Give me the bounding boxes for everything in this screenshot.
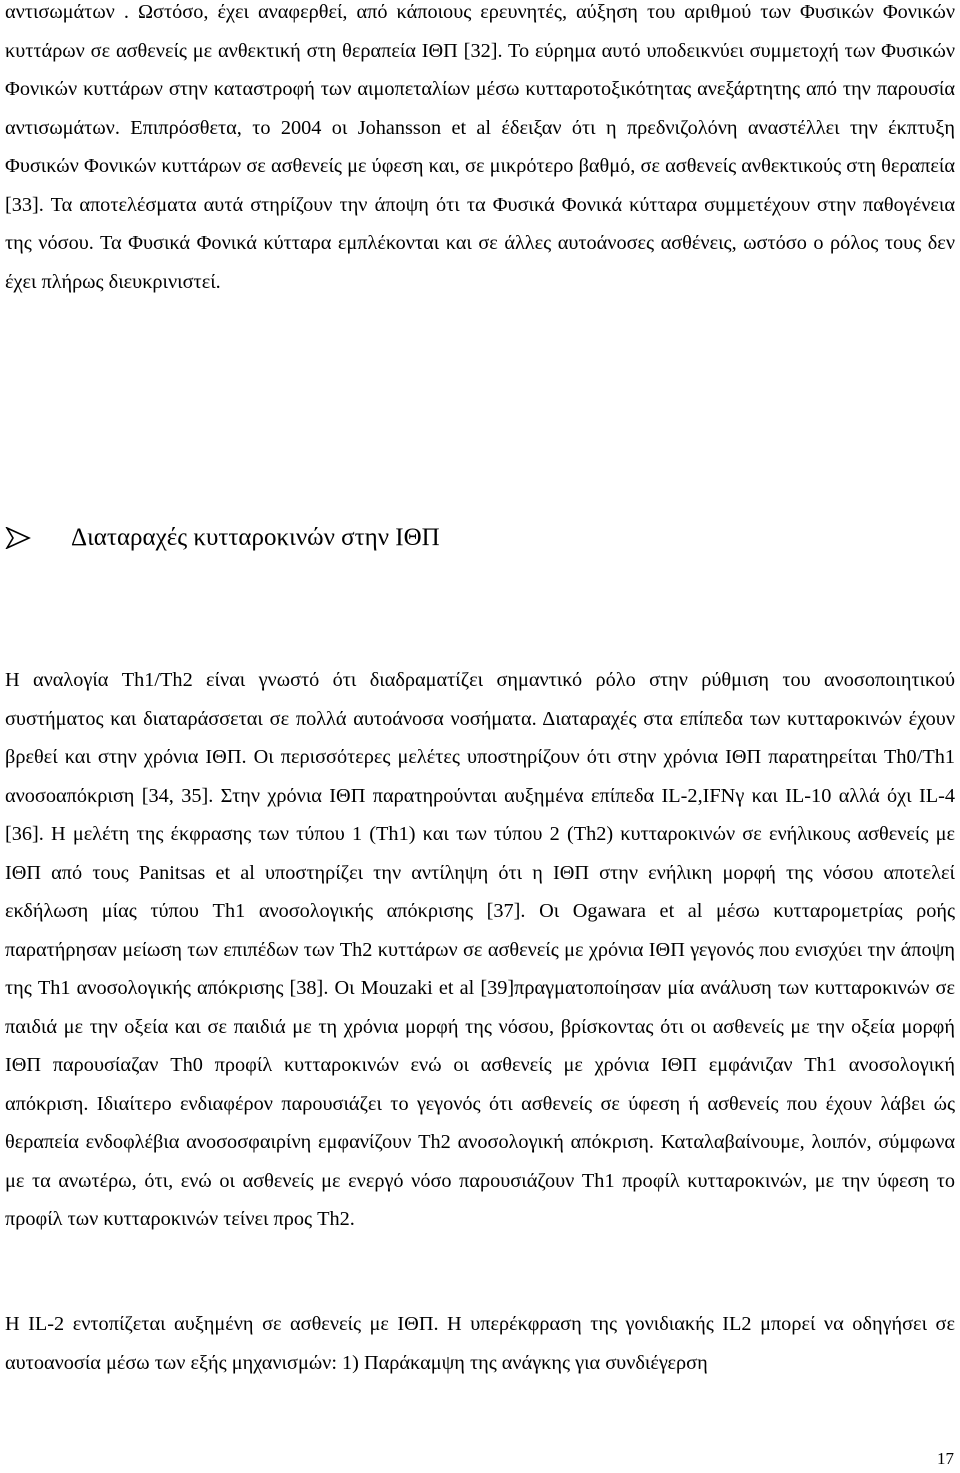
arrowhead-bullet-icon	[5, 527, 31, 549]
section-heading	[5, 518, 905, 558]
page-number: 17	[937, 1449, 954, 1468]
paragraph-cytokines: Η αναλογία Th1/Th2 είναι γνωστό ότι διαδραματίζει σημαντικό ρόλο στην ρύθμιση του ανοσοποιητικού συστήματος και διαταράσσεται σε πολλά αυτοάνοσα νοσήματα. Διαταραχές στα επίπεδα των κυτταροκινών έχουν βρεθεί και στην χρόνια ΙΘΠ. Οι περισσότερες μελέτες υποστηρίζουν ότι στην χρόνια ΙΘΠ παρατηρείται Th0/Th1 ανοσοαπόκριση [34, 35]. Στην χρόνια ΙΘΠ παρατηρούνται αυξημένα επίπεδα IL-2,IFNγ και IL-10 αλλά όχι IL-4 [36]. Η μελέτη της έκφρασης των τύπου 1 (Th1) και των τύπου 2 (Th2) κυτταροκινών σε ενήλικους ασθενείς με ΙΘΠ από τους Panitsas et al υποστηρίζει την αντίληψη ότι η ΙΘΠ στην ενήλικη μορφή της νόσου αποτελεί εκδήλωση μίας τύπου Th1 ανοσολογικής απόκρισης [37]. Οι Ogawara et al μέσω κυτταρομετρίας ροής παρατήρησαν μείωση των επιπέδων των Th2 κυττάρων σε ασθενείς με χρόνια ΙΘΠ γεγονός που ενισχύει την άποψη της Th1 ανοσολογικής απόκρισης [38]. Οι Mouzaki et al [39]πραγματοποίησαν μία ανάλυση των κυτταροκινών σε παιδιά με την οξεία και σε παιδιά με τη χρόνια μορφή της νόσου, βρίσκοντας ότι οι ασθενείς με την οξεία μορφή ΙΘΠ παρουσίαζαν Th0 προφίλ κυτταροκινών ενώ οι ασθενείς με χρόνια ΙΘΠ εμφάνιζαν Th1 ανοσολογική απόκριση. Ιδιαίτερο ενδιαφέρον παρουσιάζει το γεγονός ότι ασθενείς σε ύφεση ή ασθενείς που έχουν λάβει ώς θεραπεία ενδοφλέβια ανοσοσφαιρίνη εμφανίζουν Th2 ανοσολογική απόκριση. Καταλαβαίνουμε, λοιπόν, σύμφωνα με τα ανωτέρω, ότι, ενώ οι ασθενείς με ενεργό νόσο παρουσιάζουν Th1 προφίλ κυτταροκινών, με την ύφεση το προφίλ των κυτταροκινών τείνει προς Th2.	[5, 669, 955, 1230]
paragraph-nk-cells: αντισωμάτων . Ωστόσο, έχει αναφερθεί, από κάποιους ερευνητές, αύξηση του αριθμού των Φυσικών Φονικών κυττάρων σε ασθενείς με ανθεκτική στη θεραπεία ΙΘΠ [32]. Το εύρημα αυτό υποδεικνύει συμμετοχή των Φυσικών Φονικών κυττάρων στην καταστροφή των αιμοπεταλίων μέσω κυτταροτοξικότητας ανεξάρτητης από την παρουσία αντισωμάτων. Επιπρόσθετα, το 2004 οι Johansson et al έδειξαν ότι η πρεδνιζολόνη αναστέλλει την έκπτυξη Φυσικών Φονικών κυττάρων σε ασθενείς με ύφεση και, σε μικρότερο βαθμό, σε ασθενείς ανθεκτικούς στη θεραπεία [33]. Τα αποτελέσματα αυτά στηρίζουν την άποψη ότι τα Φυσικά Φονικά κύτταρα συμμετέχουν στην παθογένεια της νόσου. Τα Φυσικά Φονικά κύτταρα εμπλέκονται και σε άλλες αυτοάνοσες ασθένεις, ωστόσο ο ρόλος τους δεν έχει πλήρως διευκρινιστεί.	[5, 1, 955, 293]
paragraph-il2: Η IL-2 εντοπίζεται αυξημένη σε ασθενείς με ΙΘΠ. Η υπερέκφραση της γονιδιακής IL2 μπορεί να οδηγήσει σε αυτοανοσία μέσω των εξής μηχανισμών: 1) Παράκαμψη της ανάγκης για συνδιέγερση	[5, 1313, 955, 1374]
section-heading-text: Διαταραχές κυτταροκινών στην ΙΘΠ	[71, 524, 440, 551]
